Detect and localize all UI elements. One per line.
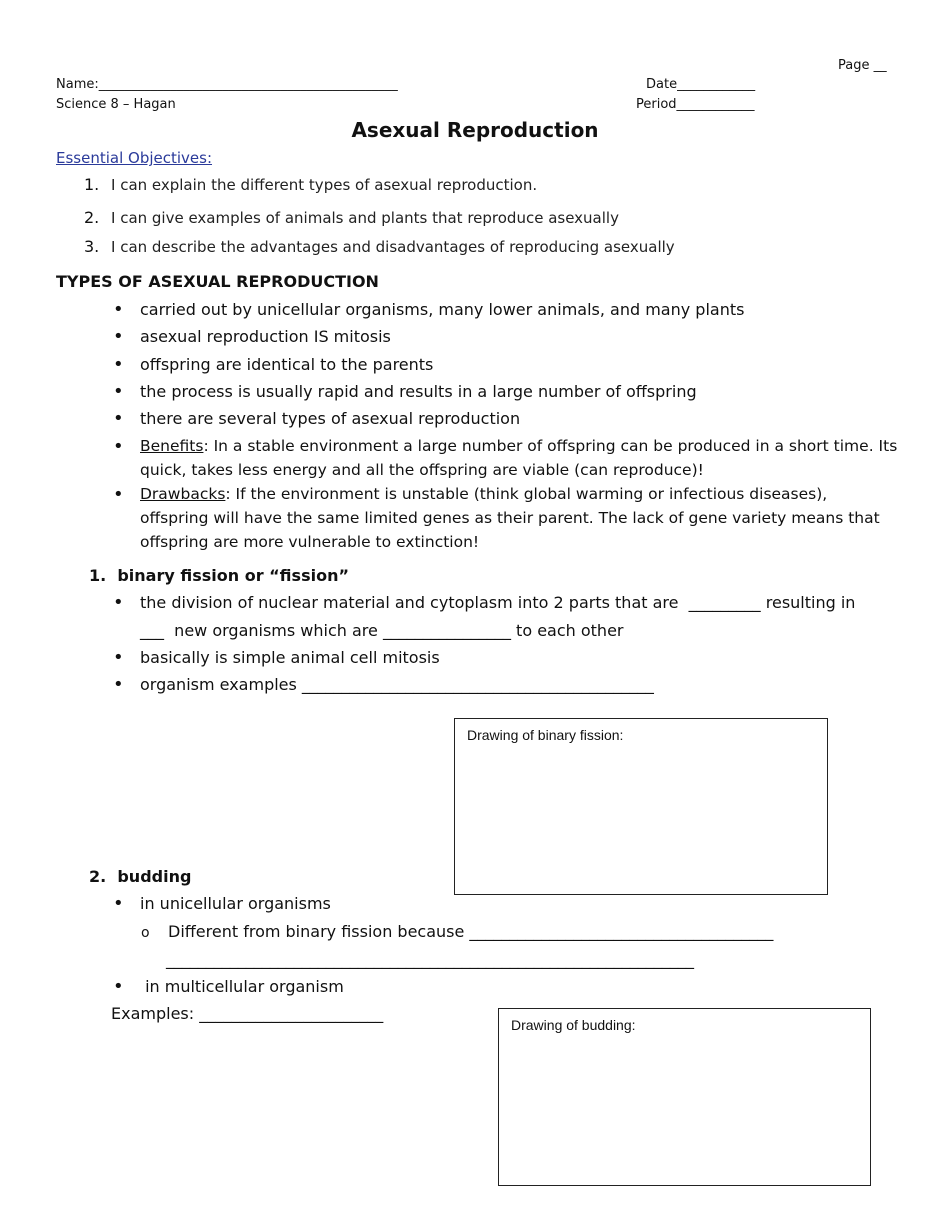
name-field[interactable]: Name:______________________________________________ [56,77,398,92]
bullet-icon: • [113,484,124,505]
page-title: Asexual Reproduction [351,118,599,142]
benefits-label: Benefits [140,437,204,455]
period-field[interactable]: Period____________ [636,97,755,112]
objective-item: I can describe the advantages and disadvantages of reproducing asexually [111,238,675,256]
budding-heading: 2. budding [89,867,192,886]
fission-bullet: basically is simple animal cell mitosis [140,648,440,667]
objective-number: 3. [84,237,100,256]
types-bullet: there are several types of asexual reproduction [140,409,521,428]
budding-sub-field-line2[interactable]: __________________________________________________________________ [166,950,694,969]
budding-bullet: in unicellular organisms [140,894,331,913]
bullet-icon: • [113,976,124,997]
types-bullet: offspring are identical to the parents [140,355,434,374]
bullet-icon: • [113,893,124,914]
budding-drawing-box[interactable] [498,1008,871,1186]
bullet-icon: • [113,647,124,668]
types-bullet: asexual reproduction IS mitosis [140,327,391,346]
drawbacks-text: : If the environment is unstable (think global warming or infectious diseases), offspring will have the same limited genes as their parent. The lack of gene variety means that offspring are more vulnerable to extinction! [140,485,880,551]
fission-drawing-label: Drawing of binary fission: [467,727,624,743]
fission-examples-field[interactable]: organism examples ____________________________________________ [140,675,654,694]
bullet-icon: • [113,326,124,347]
class-label: Science 8 – Hagan [56,97,176,112]
objective-number: 2. [84,208,100,227]
fission-heading: 1. binary fission or “fission” [89,566,349,585]
benefits-item [140,434,920,482]
drawbacks-label: Drawbacks [140,485,226,503]
circle-bullet-icon: o [141,925,150,941]
fission-bullet-line2: ___ new organisms which are ________________ to each other [140,621,624,640]
bullet-icon: • [113,674,124,695]
types-bullet: carried out by unicellular organisms, many lower animals, and many plants [140,300,745,319]
bullet-icon: • [113,381,124,402]
bullet-icon: • [113,354,124,375]
fission-bullet-line1: the division of nuclear material and cytoplasm into 2 parts that are _________ resulting in [140,593,856,612]
bullet-icon: • [113,436,124,457]
date-field[interactable]: Date____________ [646,77,756,92]
benefits-text: : In a stable environment a large number of offspring can be produced in a short time. Its quick, takes less energy and all the offspring are viable (can reproduce)! [140,437,898,479]
budding-bullet: in multicellular organism [140,977,344,996]
objectives-heading: Essential Objectives: [56,149,213,167]
objective-item: I can give examples of animals and plants that reproduce asexually [111,209,619,227]
objective-number: 1. [84,175,100,194]
budding-examples-field[interactable]: Examples: _______________________ [111,1004,384,1023]
types-heading: TYPES OF ASEXUAL REPRODUCTION [56,272,379,291]
page-number: Page __ [838,58,887,73]
bullet-icon: • [113,408,124,429]
fission-drawing-box[interactable] [454,718,828,895]
budding-sub-field[interactable]: Different from binary fission because ______________________________________ [168,922,774,941]
bullet-icon: • [113,299,124,320]
types-bullet: the process is usually rapid and results in a large number of offspring [140,382,697,401]
drawbacks-item [140,482,880,554]
budding-drawing-label: Drawing of budding: [511,1017,636,1033]
bullet-icon: • [113,592,124,613]
objective-item: I can explain the different types of asexual reproduction. [111,176,538,194]
